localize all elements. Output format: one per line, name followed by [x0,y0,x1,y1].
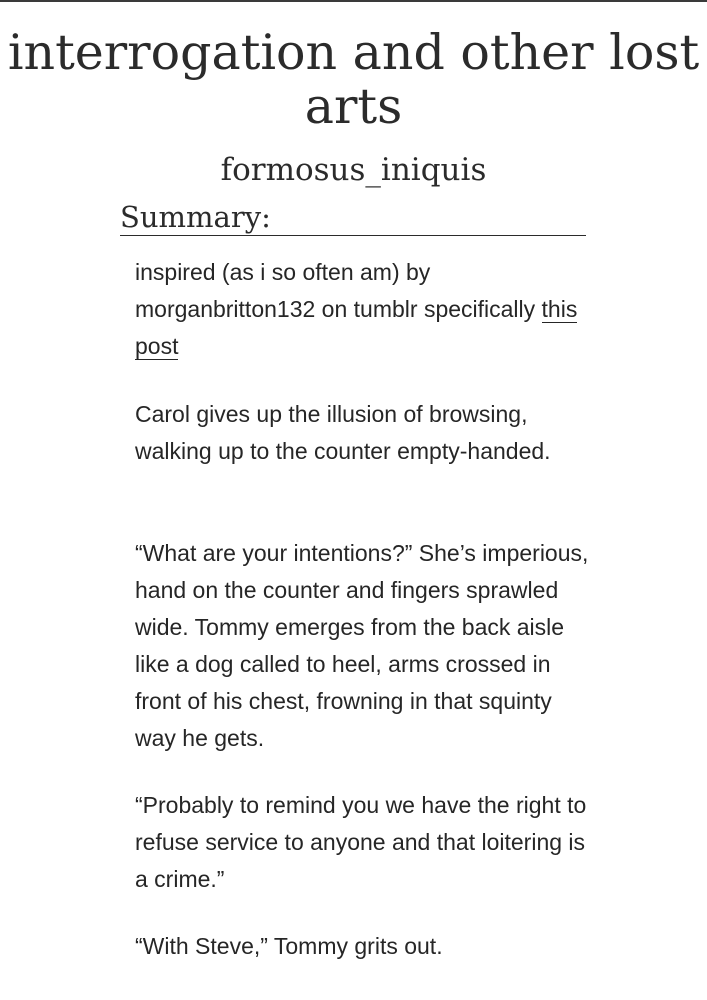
story-paragraph-1: Carol gives up the illusion of browsing, walking up to the counter empty-handed. [135,401,551,464]
work-title: interrogation and other lost arts [7,24,700,135]
summary-heading: Summary: [120,199,586,236]
story-paragraph-4: “With Steve,” Tommy grits out. [135,933,443,959]
story-paragraph-2: “What are your intentions?” She’s imperious, hand on the counter and fingers sprawled wide. Tommy emerges from the back aisle like a dog called to heel, arms crossed in front of his chest, frowning in that squinty way he gets. [135,540,589,751]
story-paragraph-3: “Probably to remind you we have the right to refuse service to anyone and that loitering is a crime.” [135,792,587,892]
work-author: formosus_iniquis [220,152,487,188]
summary-text-before-link: inspired (as i so often am) by morganbritton132 on tumblr specifically [135,259,542,322]
summary-text [135,254,590,365]
top-divider [0,0,707,2]
this-post-link[interactable]: this post [135,296,578,359]
